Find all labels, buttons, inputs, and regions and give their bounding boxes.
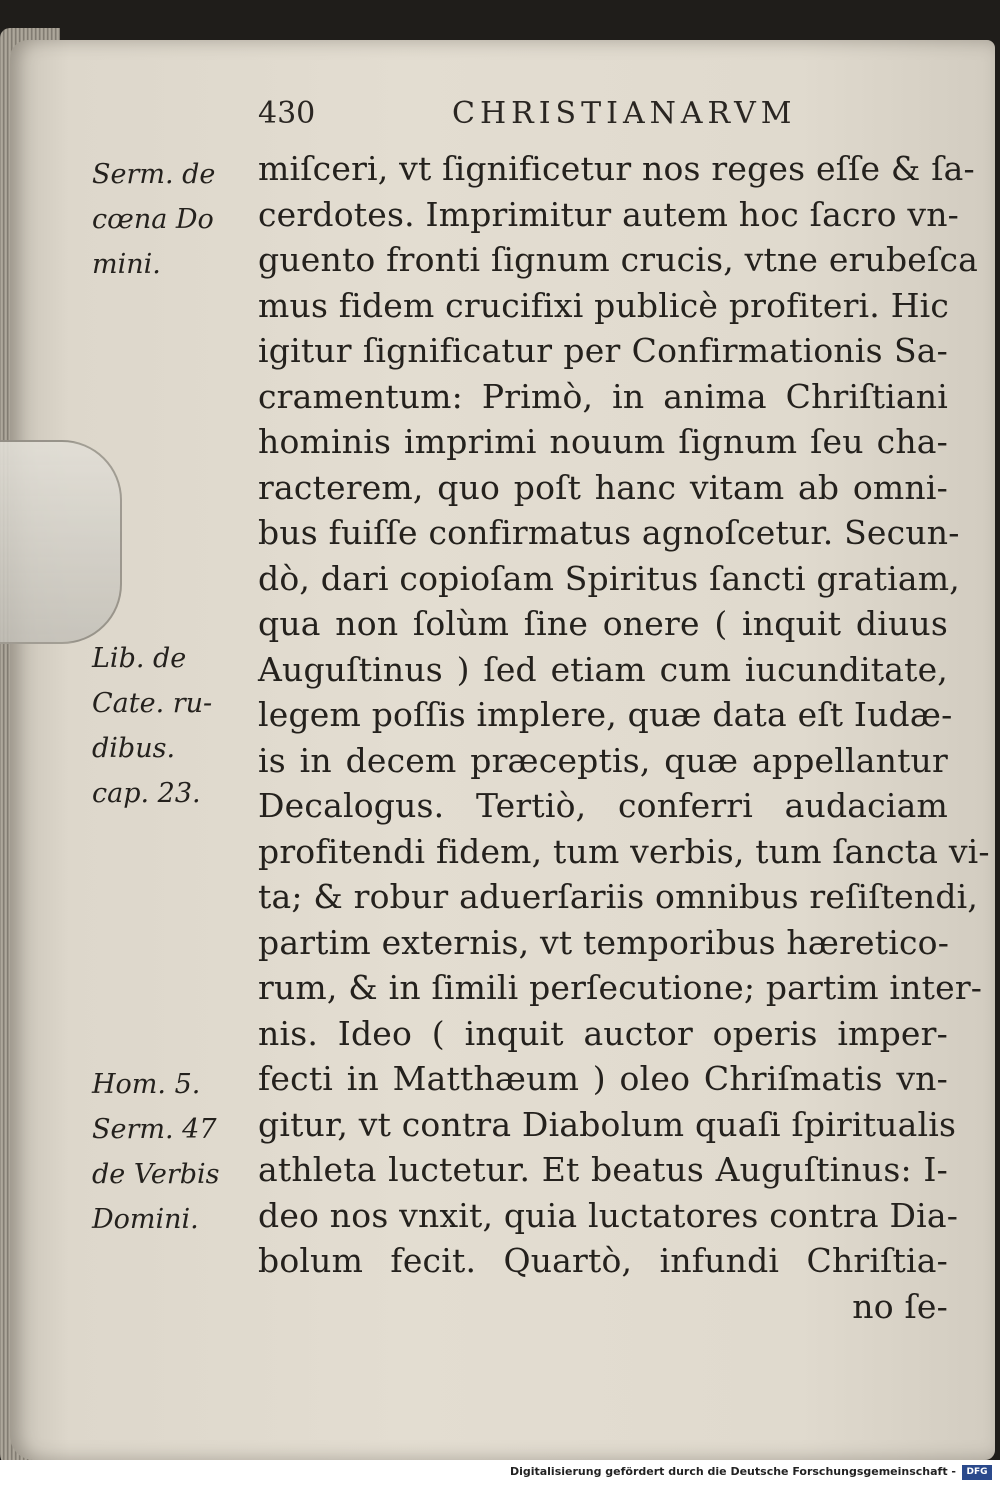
footer-credit: Digitalisierung gefördert durch die Deutsche Forschungsgemeinschaft -: [509, 1465, 956, 1478]
body-text: [258, 146, 990, 1329]
dfg-logo-icon: DFG: [962, 1465, 992, 1480]
margin-note-serm-de-coena: [92, 152, 257, 287]
margin-note-hom-serm: [92, 1062, 257, 1242]
margin-note-line: Serm. 47: [92, 1114, 217, 1145]
text-line: bolum fecit. Quartò, infundi Chriſtia-: [258, 1241, 948, 1280]
text-line: igitur ſignificatur per Confirmationis Sa-: [258, 331, 948, 370]
text-line: legem poſſis implere, quæ data eſt Iudæ-: [258, 695, 953, 734]
margin-note-line: Hom. 5.: [92, 1069, 201, 1100]
margin-note-line: Lib. de: [92, 643, 187, 674]
running-head: [0, 96, 1000, 136]
page-number: 430: [258, 96, 316, 131]
margin-note-line: Cate. ru-: [92, 688, 213, 719]
text-line: racterem, quo poſt hanc vitam ab omni-: [258, 467, 948, 507]
text-line: hominis imprimi nouum ſignum ſeu cha-: [258, 422, 948, 461]
text-line: Auguſtinus ) ſed etiam cum iucunditate,: [258, 649, 948, 689]
digitization-footer: [0, 1460, 1000, 1486]
text-line: Decalogus. Tertiò, conferri audaciam: [258, 786, 948, 825]
text-line: miſceri, vt ſignificetur nos reges eſſe & ſa-: [258, 149, 975, 188]
page-clip: [0, 440, 122, 644]
margin-note-line: de Verbis: [92, 1159, 220, 1190]
text-line: ta; & robur aduerſariis omnibus reſiſtendi,: [258, 877, 979, 916]
text-line: nis. Ideo ( inquit auctor operis imper-: [258, 1013, 948, 1053]
text-line: rum, & in ſimili perſecutione; partim inter-: [258, 968, 983, 1007]
text-line: is in decem præceptis, quæ appellantur: [258, 740, 948, 780]
text-line: bus fuiſſe confirmatus agnoſcetur. Secun-: [258, 513, 960, 552]
text-line: athleta luctetur. Et beatus Auguſtinus: I-: [258, 1150, 948, 1189]
text-line: gitur, vt contra Diabolum quaſi ſpiritualis: [258, 1104, 957, 1144]
margin-note-line: cœna Do: [92, 204, 214, 235]
running-head-title: CHRISTIANARVM: [452, 96, 797, 131]
text-line: deo nos vnxit, quia luctatores contra Dia-: [258, 1195, 959, 1235]
text-line: guento fronti ſignum crucis, vtne erubeſca: [258, 240, 978, 279]
text-line: qua non ſolùm ſine onere ( inquit diuus: [258, 604, 948, 643]
text-line: mus fidem crucifixi publicè profiteri. Hic: [258, 285, 950, 325]
text-line: cramentum: Primò, in anima Chriſtiani: [258, 376, 948, 416]
text-line: cerdotes. Imprimitur autem hoc ſacro vn-: [258, 194, 960, 234]
margin-note-line: Serm. de: [92, 159, 216, 190]
margin-note-line: Domini.: [92, 1204, 199, 1235]
text-line: dò, dari copioſam Spiritus ſancti gratiam,: [258, 558, 960, 598]
text-line: partim externis, vt temporibus hæretico-: [258, 922, 950, 962]
margin-note-line: dibus.: [92, 733, 176, 764]
text-line: profitendi fidem, tum verbis, tum ſancta vi-: [258, 831, 990, 871]
text-line: fecti in Matthæum ) oleo Chriſmatis vn-: [258, 1059, 948, 1098]
catchword-line: no ſe-: [852, 1286, 948, 1326]
margin-note-line: cap. 23.: [92, 778, 201, 809]
margin-note-lib-de-cate: [92, 636, 257, 816]
margin-note-line: mini.: [92, 249, 161, 280]
